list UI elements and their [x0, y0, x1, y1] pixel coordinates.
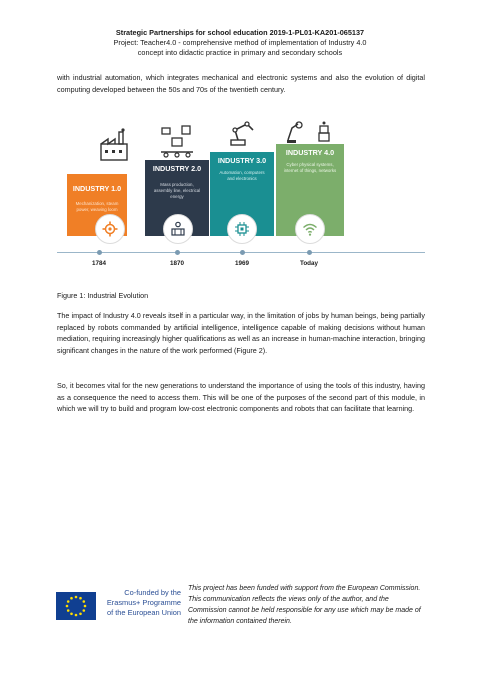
year-1784: 1784 — [91, 260, 106, 267]
body-paragraph: So, it becomes vital for the new generations to understand the importance of using the tools of this industry, having as a consequence the need to access them. This will be one of the purposes of the second part of this module, in which we will try to build and program low-cost electronic components and robots that can facilitate that learning. — [57, 381, 425, 413]
header-project-line: Project: Teacher4.0 - comprehensive method of implementation of Industry 4.0 — [113, 38, 367, 47]
industrial-evolution-figure — [57, 120, 425, 270]
industry-2-description: Mass production, assembly line, electrical energy — [153, 182, 201, 199]
industry-3-description: Automation, computers and electronics — [219, 170, 265, 181]
timeline-dot — [97, 250, 102, 255]
production-worker-icon — [163, 214, 193, 244]
header-project-subtitle: concept into didactic practice in primary and secondary schools — [137, 48, 343, 57]
intro-paragraph: with industrial automation, which integrates mechanical and electronic systems and also the evolution of digital computing developed between the 50s and 70s of the twentieth century. — [57, 73, 425, 94]
year-1969: 1969 — [234, 260, 249, 267]
factory-icon — [99, 128, 129, 162]
microchip-icon — [227, 214, 257, 244]
funding-disclaimer: This project has been funded with support from the European Commission. This communication reflects the views only of the author, and the Commission cannot be held responsible for any use which may be made of the information contained therein. — [188, 585, 421, 625]
industry-2-title: INDUSTRY 2.0 — [152, 164, 202, 173]
gear-icon — [95, 214, 125, 244]
industry-1-description: Mechanization, steam power, weaving loom — [75, 201, 119, 212]
industry-1-title: INDUSTRY 1.0 — [72, 184, 122, 193]
assembly-line-icon — [160, 124, 194, 160]
year-1870: 1870 — [169, 260, 184, 267]
eu-flag-logo — [56, 592, 96, 620]
body-paragraph: The impact of Industry 4.0 reveals itself in a particular way, in the limitation of jobs by human beings, being partially replaced by robots commanded by artificial intelligence, intelligence capable of making decisions without human mediation, requiring increasingly higher qualifications as well as an increase in human-machine interaction, bringing significant changes in the nature of the work performed (Figure 2). — [57, 311, 425, 355]
header-program-line: Strategic Partnerships for school education 2019-1-PL01-KA201-065137 — [115, 28, 365, 37]
year-today: Today — [299, 260, 319, 267]
figure-caption: Figure 1: Industrial Evolution — [57, 291, 149, 300]
timeline-dot — [240, 250, 245, 255]
industry-4-title: INDUSTRY 4.0 — [285, 148, 335, 157]
smart-robots-icon — [286, 120, 336, 144]
industry-4-description: Cyber physical systems, internet of things, networks — [283, 162, 337, 173]
industry-3-title: INDUSTRY 3.0 — [217, 156, 267, 165]
cofunded-text: Co-funded by the Erasmus+ Programme of the European Union — [106, 588, 181, 617]
wifi-icon — [295, 214, 325, 244]
document-header — [0, 28, 480, 58]
timeline-dot — [175, 250, 180, 255]
timeline-dot — [307, 250, 312, 255]
robot-arm-icon — [227, 120, 257, 146]
